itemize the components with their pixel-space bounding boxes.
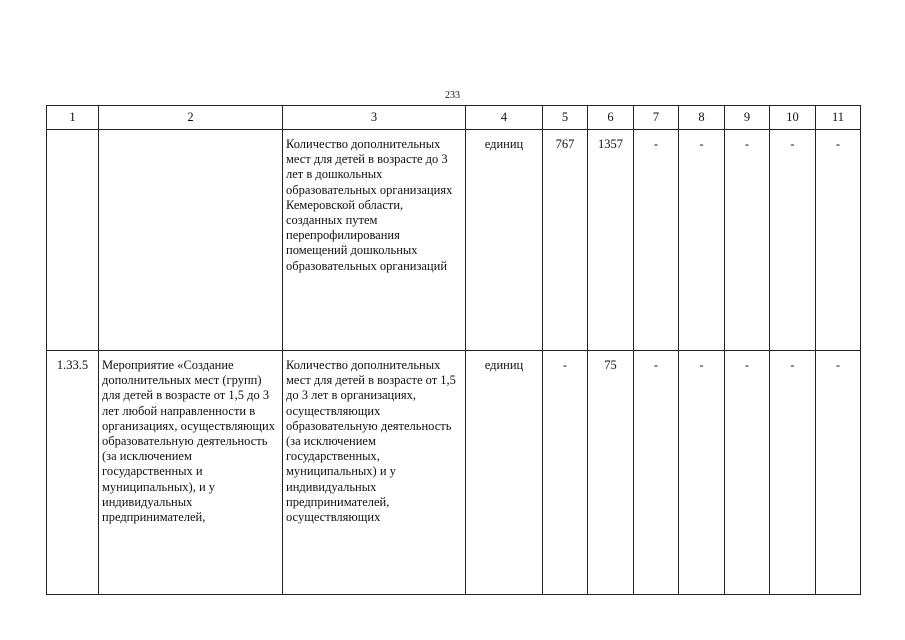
unit-cell: единиц (466, 351, 543, 595)
column-header-3: 3 (283, 106, 466, 130)
column-header-4: 4 (466, 106, 543, 130)
value-cell-8: - (679, 130, 725, 351)
column-header-1: 1 (47, 106, 99, 130)
column-header-11: 11 (816, 106, 861, 130)
value-cell-5: 767 (543, 130, 588, 351)
column-header-7: 7 (634, 106, 679, 130)
indicator-text: Количество дополнительных мест для детей в возрасте от 1,5 до 3 лет в организациях, осуществляющих образовательную деятельность (за исключением государственных, муниципальных) и у индивидуальных предпринимателей, осуществляющих (286, 358, 456, 525)
row-number-cell (47, 130, 99, 351)
row-number-cell: 1.33.5 (47, 351, 99, 595)
column-header-9: 9 (725, 106, 770, 130)
column-header-10: 10 (770, 106, 816, 130)
value-cell-8: - (679, 351, 725, 595)
column-header-8: 8 (679, 106, 725, 130)
column-header-6: 6 (588, 106, 634, 130)
value-cell-10: - (770, 130, 816, 351)
event-cell (99, 351, 283, 595)
value-cell-7: - (634, 351, 679, 595)
value-cell-11: - (816, 130, 861, 351)
table-row (47, 130, 861, 351)
table-row (47, 351, 861, 595)
value-cell-11: - (816, 351, 861, 595)
page-number: 233 (445, 90, 460, 101)
event-text: Мероприятие «Создание дополнительных мест (групп) для детей в возрасте от 1,5 до 3 лет любой направленности в организациях, осуществляющих образовательную деятельность (за исключением государственных и муниципальных), и у индивидуальных предпринимателей, (102, 358, 275, 525)
indicator-cell (283, 130, 466, 351)
value-cell-7: - (634, 130, 679, 351)
header-row (47, 106, 861, 130)
value-cell-9: - (725, 130, 770, 351)
value-cell-10: - (770, 351, 816, 595)
value-cell-9: - (725, 351, 770, 595)
column-header-5: 5 (543, 106, 588, 130)
value-cell-5: - (543, 351, 588, 595)
data-table (46, 105, 861, 595)
indicator-text: Количество дополнительных мест для детей в возрасте до 3 лет в дошкольных образовательных организациях Кемеровской области, созданных путем перепрофилирования помещений дошкольных образовательных организаций (286, 137, 453, 273)
event-cell (99, 130, 283, 351)
indicator-cell (283, 351, 466, 595)
value-cell-6: 75 (588, 351, 634, 595)
column-header-2: 2 (99, 106, 283, 130)
unit-cell: единиц (466, 130, 543, 351)
value-cell-6: 1357 (588, 130, 634, 351)
